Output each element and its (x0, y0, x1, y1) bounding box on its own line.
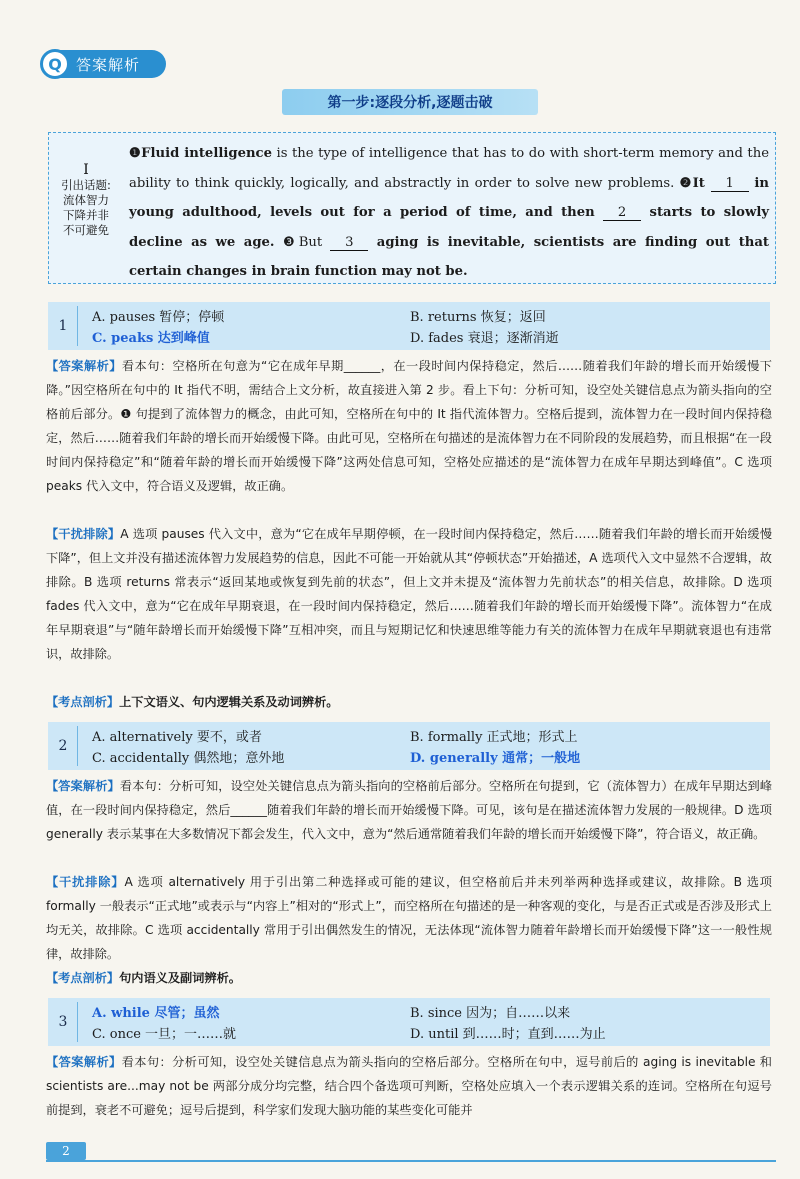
analysis-text: 看本句：空格所在句意为“它在成年早期______，在一段时间内保持稳定，然后……随着我们年龄的增长而开始缓慢下降。”因空格所在句中的 It 指代不明，需结合上文分析，故直接进入第 2 步。看上下句：分析可知，设空处关键信息点为箭头指向的空格前后部分。❶ 句提到了流体智力的概念，由此可知，空格所在句中的 It 指代流体智力。空格后提到，流体智力在一段时间内保持稳定，然后……随着我们年龄的增长而开始缓慢下降。由此可见，空格所在句描述的是流体智力在不同阶段的发展趋势，而且根据“在一段时间内保持稳定”和“随着年龄的增长而开始缓慢下降”这两处信息可知，空格处应描述的是“流体智力在成年早期达到峰值”。C 选项 peaks 代入文中，符合语义及逻辑，故正确。 (46, 359, 772, 493)
sentence-2-start: ❷It (679, 175, 711, 191)
passage-label (53, 163, 119, 238)
exam-point-text: 上下文语义、句内逻辑关系及动词辨析。 (119, 695, 339, 709)
blank-2: 2 (603, 206, 641, 221)
answer-analysis-tag: 【答案解析】 (46, 1055, 122, 1069)
option-b: B. since 因为；自……以来 (410, 1006, 571, 1021)
q2-distractor-elimination (46, 870, 772, 966)
q2-answer-analysis (46, 774, 772, 846)
sentence-1-subject: ❶Fluid intelligence (129, 146, 272, 161)
sentence-1-rest: is the type of intelligence that has to do with short-term memory and the ability to think quickly, logically, and abstractly in order to solve new problems. (129, 146, 769, 191)
passage-label-line: 流体智力 (63, 193, 109, 207)
distractor-text: A 选项 alternatively 用于引出第二种选择或可能的建议，但空格前后并未列举两种选择或建议，故排除。B 选项 formally 一般表示“正式地”或表示与“内容上”相对的“形式上”，而空格所在句描述的是一种客观的变化，与是否正式或是否涉及形式上均无关，故排除。C 选项 accidentally 常用于引出偶然发生的情况，无法体现“流体智力随着年龄增长而开始缓慢下降”这一一般性规律，故排除。 (46, 875, 772, 961)
distractor-text: A 选项 pauses 代入文中，意为“它在成年早期停顿，在一段时间内保持稳定，然后……随着我们年龄的增长而开始缓慢下降”，但上文并没有描述流体智力发展趋势的信息，因此不可能一开始就从其“停顿状态”开始描述，A 选项代入文中显然不合逻辑，故排除。B 选项 returns 常表示“返回某地或恢复到先前的状态”，但上文并未提及“流体智力先前状态”的相关信息，故排除。D 选项 fades 代入文中，意为“它在成年早期衰退，在一段时间内保持稳定，然后……随着我们年龄的增长而开始缓慢下降”。流体智力“在成年早期衰退”与“随年龄增长而开始缓慢下降”互相冲突，而且与短期记忆和快速思维等能力有关的流体智力在成年早期就衰退也有违常识，故排除。 (46, 527, 773, 661)
option-d: D. fades 衰退；逐渐消逝 (410, 331, 559, 346)
passage-label-line: 不可避免 (63, 223, 109, 237)
q1-answer-analysis (46, 354, 772, 498)
sentence-3-start: ❸But (283, 234, 331, 250)
option-b: B. returns 恢复；返回 (410, 310, 546, 325)
passage-label-line: 下降并非 (63, 208, 109, 222)
analysis-text: 看本句：分析可知，设空处关键信息点为箭头指向的空格前后部分。空格所在句提到，它（流体智力）在成年早期达到峰值，在一段时间内保持稳定，然后______随着我们年龄的增长而开始缓慢下降。可见，该句是在描述流体智力发展的一般规律。D 选项 generally 表示某事在大多数情况下都会发生，代入文中，意为“然后通常随着我们年龄的增长而开始缓慢下降”，符合语义，故正确。 (46, 779, 773, 841)
passage-box (48, 132, 776, 284)
q2-exam-point (46, 966, 772, 990)
q-icon: Q (40, 49, 70, 79)
option-c: C. once 一旦；一……就 (92, 1027, 237, 1042)
badge-title: 答案解析 (76, 55, 141, 74)
exam-point-text: 句内语义及副词辨析。 (119, 971, 241, 985)
blank-3: 3 (330, 236, 368, 251)
analysis-text: 看本句：分析可知，设空处关键信息点为箭头指向的空格后部分。空格所在句中，逗号前后的 aging is inevitable 和 scientists are...may not be 两部分成分均完整，结合四个备选项可判断，空格处应填入一个表示逻辑关系的连词。空格所在句逗号前提到，衰老不可避免；逗号后提到，科学家们发现大脑功能的某些变化可能并 (46, 1055, 772, 1117)
sentence-2-middle: in young adulthood, levels out for a period of time, and then (129, 175, 769, 220)
option-d-correct: D. generally 通常；一般地 (410, 751, 581, 766)
q1-distractor-elimination (46, 522, 772, 666)
option-d: D. until 到……时；直到……为止 (410, 1027, 606, 1042)
passage-text (129, 139, 769, 287)
step-title: 第一步:逐段分析,逐题击破 (282, 89, 538, 115)
answer-analysis-tag: 【答案解析】 (46, 359, 122, 373)
question-number: 3 (48, 998, 78, 1046)
bottom-divider (46, 1160, 776, 1162)
page-number: 2 (46, 1142, 86, 1160)
answer-analysis-tag: 【答案解析】 (46, 779, 120, 793)
question-2-options (48, 722, 770, 770)
question-1-options (48, 302, 770, 350)
exam-point-tag: 【考点剖析】 (46, 971, 120, 985)
exam-point-tag: 【考点剖析】 (46, 695, 120, 709)
answer-analysis-badge (42, 50, 166, 78)
blank-1: 1 (711, 177, 749, 192)
passage-label-line: 引出话题: (61, 178, 111, 192)
q1-exam-point (46, 690, 772, 714)
option-a: A. alternatively 要不，或者 (92, 730, 262, 745)
option-a-correct: A. while 尽管；虽然 (92, 1006, 220, 1021)
sentence-3-rest: aging is inevitable, scientists are finding out that certain changes in brain function may not be. (129, 234, 770, 279)
sentence-2-end: starts to slowly decline as we age. (129, 205, 769, 250)
option-b: B. formally 正式地；形式上 (410, 730, 578, 745)
question-3-options (48, 998, 770, 1046)
question-number: 1 (48, 302, 78, 350)
distractor-tag: 【干扰排除】 (46, 527, 121, 541)
passage-roman-numeral: I (83, 162, 89, 178)
distractor-tag: 【干扰排除】 (46, 875, 125, 889)
question-number: 2 (48, 722, 78, 770)
option-c-correct: C. peaks 达到峰值 (92, 331, 210, 346)
option-a: A. pauses 暂停；停顿 (92, 310, 225, 325)
option-c: C. accidentally 偶然地；意外地 (92, 751, 285, 766)
q3-answer-analysis (46, 1050, 772, 1122)
